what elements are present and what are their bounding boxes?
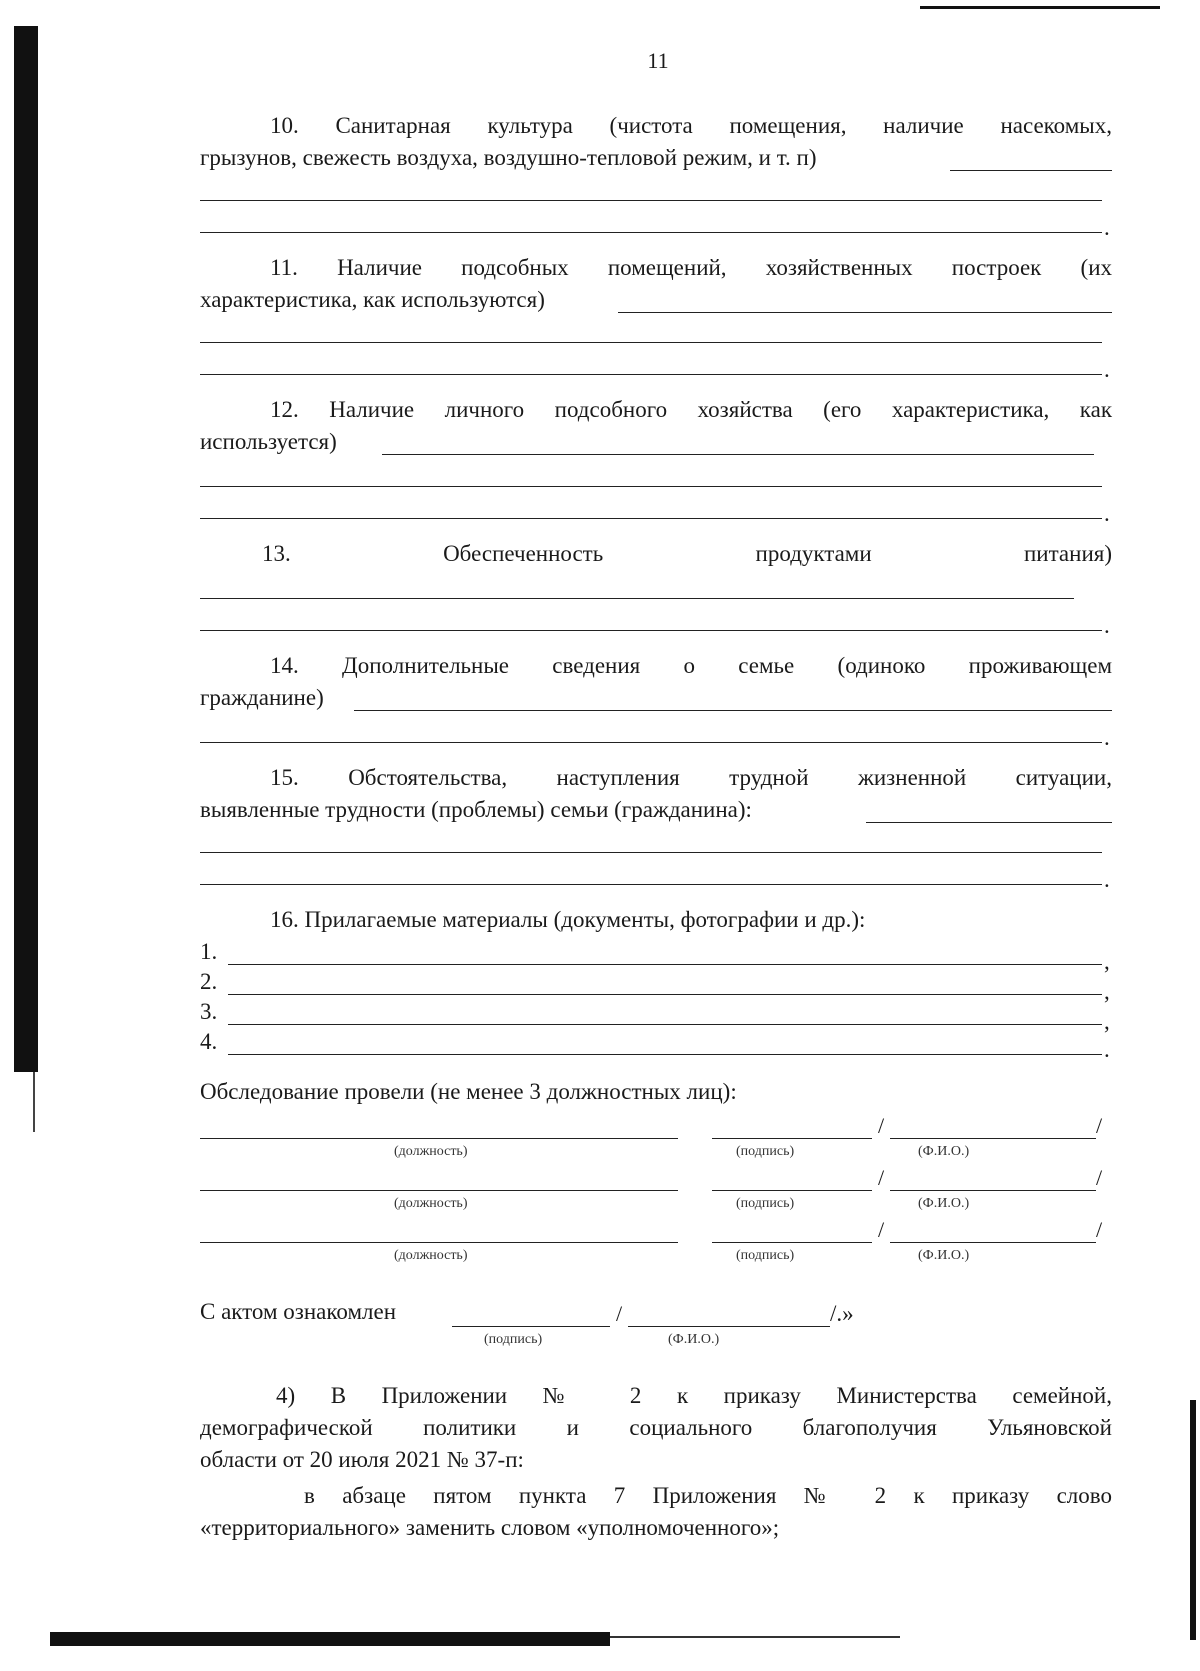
position-line [200, 1190, 678, 1191]
signature-line [712, 1190, 872, 1191]
item-10-line2: грызунов, свежесть воздуха, воздушно-тепловой режим, и т. п) [200, 145, 817, 170]
position-caption: (должность) [394, 1248, 468, 1263]
page-number: 11 [647, 48, 669, 73]
fill-line [200, 200, 1102, 201]
fill-line [200, 598, 1074, 599]
name-caption: (Ф.И.О.) [668, 1332, 720, 1347]
attachment-number: 2. [200, 969, 218, 994]
comma: , [1104, 979, 1110, 1004]
signature-caption: (подпись) [736, 1248, 795, 1263]
attachment-number: 3. [200, 999, 218, 1024]
signature-line [452, 1326, 610, 1327]
fill-line [200, 374, 1102, 375]
fill-line [200, 884, 1102, 885]
item-15-line1: 15. Обстоятельства, наступления трудной жизненной ситуации, [270, 765, 1112, 790]
fill-line [228, 964, 1102, 965]
amendment-line1: 4) В Приложении № 2 к приказу Министерства семейной, [276, 1383, 1112, 1408]
scan-edge-top [920, 6, 1160, 9]
position-caption: (должность) [394, 1196, 468, 1211]
name-caption: (Ф.И.О.) [918, 1248, 970, 1263]
period: . [1104, 867, 1110, 892]
fill-line [200, 630, 1102, 631]
period: . [1104, 215, 1110, 240]
slash: / [878, 1217, 885, 1242]
scan-edge-bottom [50, 1632, 610, 1646]
period: . [1104, 1037, 1110, 1062]
item-12-line2: используется) [200, 429, 337, 454]
amendment-line5: «территориального» заменить словом «уполномоченного»; [200, 1515, 780, 1540]
amendment-line4: в абзаце пятом пункта 7 Приложения № 2 к приказу слово [304, 1483, 1112, 1508]
position-line [200, 1138, 678, 1139]
item-11-line2: характеристика, как используются) [200, 287, 545, 312]
amendment-line3: области от 20 июля 2021 № 37-п: [200, 1447, 524, 1472]
fill-line [200, 342, 1102, 343]
position-line [200, 1242, 678, 1243]
fill-line [228, 994, 1102, 995]
slash: / [1096, 1165, 1103, 1190]
fill-line [228, 1054, 1102, 1055]
acquainted-label: С актом ознакомлен [200, 1299, 397, 1324]
fill-line [200, 518, 1102, 519]
signature-line [712, 1138, 872, 1139]
fill-line [382, 454, 1094, 455]
slash: / [878, 1165, 885, 1190]
comma: , [1104, 949, 1110, 974]
period: . [1104, 501, 1110, 526]
slash: / [616, 1301, 623, 1326]
attachment-number: 1. [200, 939, 218, 964]
name-line [890, 1242, 1096, 1243]
signature-caption: (подпись) [484, 1332, 543, 1347]
item-13-line1: 13. Обеспеченность продуктами питания) [262, 541, 1112, 566]
item-14-line1: 14. Дополнительные сведения о семье (одиноко проживающем [270, 653, 1112, 678]
name-line [628, 1326, 830, 1327]
signature-caption: (подпись) [736, 1196, 795, 1211]
period: . [1104, 357, 1110, 382]
amendment-line2: демографической политики и социального благополучия Ульяновской [200, 1415, 1112, 1440]
comma: , [1104, 1009, 1110, 1034]
acquainted-end: /.» [830, 1301, 854, 1326]
fill-line [618, 312, 1112, 313]
item-15-line2: выявленные трудности (проблемы) семьи (гражданина): [200, 797, 752, 822]
item-11-line1: 11. Наличие подсобных помещений, хозяйственных построек (их [270, 255, 1112, 280]
signature-line [712, 1242, 872, 1243]
fill-line [950, 170, 1112, 171]
name-caption: (Ф.И.О.) [918, 1144, 970, 1159]
fill-line [354, 710, 1112, 711]
fill-line [866, 822, 1112, 823]
item-12-line1: 12. Наличие личного подсобного хозяйства (его характеристика, как [270, 397, 1112, 422]
name-line [890, 1190, 1096, 1191]
item-14-line2: гражданине) [200, 685, 324, 710]
commissioners-title: Обследование провели (не менее 3 должностных лиц): [200, 1079, 737, 1104]
signature-caption: (подпись) [736, 1144, 795, 1159]
scan-edge-left [14, 26, 38, 1072]
fill-line [200, 742, 1102, 743]
scan-edge-right [1190, 1400, 1196, 1640]
position-caption: (должность) [394, 1144, 468, 1159]
slash: / [878, 1113, 885, 1138]
name-caption: (Ф.И.О.) [918, 1196, 970, 1211]
slash: / [1096, 1113, 1103, 1138]
attachment-number: 4. [200, 1029, 218, 1054]
fill-line [228, 1024, 1102, 1025]
period: . [1104, 725, 1110, 750]
slash: / [1096, 1217, 1103, 1242]
fill-line [200, 232, 1102, 233]
item-16-line1: 16. Прилагаемые материалы (документы, фотографии и др.): [270, 907, 866, 932]
period: . [1104, 613, 1110, 638]
fill-line [200, 486, 1102, 487]
item-10-line1: 10. Санитарная культура (чистота помещения, наличие насекомых, [270, 113, 1112, 138]
scan-edge-bottom-line [610, 1636, 900, 1638]
scan-edge-line [33, 1072, 35, 1132]
name-line [890, 1138, 1096, 1139]
fill-line [200, 852, 1102, 853]
